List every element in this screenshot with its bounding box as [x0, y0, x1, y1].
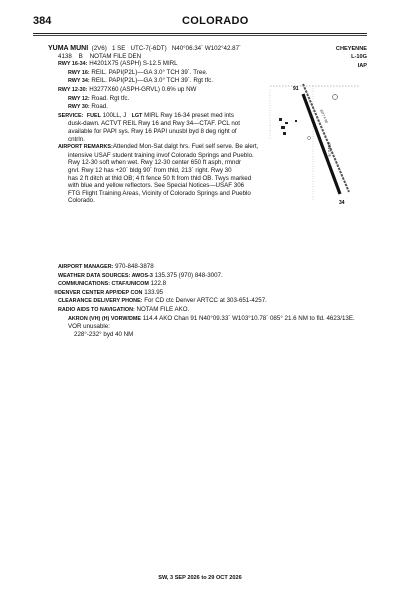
navaid-sub: 228°-232° byd 40 NM: [74, 330, 134, 338]
remarks-text: Rwy 12-30 soft when wet. Rwy 12-30 center 650 ft asph, rmndr: [68, 159, 241, 167]
detail-text: 135.375 (970) 848-3007.: [154, 271, 223, 279]
lgt-value: MIRL Rwy 16-34 preset med ints: [144, 111, 234, 119]
runway-line: [48, 77, 263, 86]
wind-cone-icon: [308, 137, 311, 140]
detail-text: 133.95: [144, 288, 164, 296]
service-text: available for PAPI sys. Rwy 16 PAPI unusbl byd 8 deg right of: [68, 127, 237, 135]
airport-diagram: [265, 80, 365, 255]
runway-label: RWY 34:: [68, 78, 90, 85]
remarks-text: FTG Flight Training Areas, Vicinity of Colorado Springs and Pueblo: [68, 189, 251, 197]
detail-label: COMMUNICATIONS: CTAF/UNICOM: [58, 281, 149, 288]
airport-coords: N40°06.34´ W102°42.87´: [171, 45, 242, 52]
runway-label: RWY 12:: [68, 95, 90, 102]
region-label: CHEYENNE: [335, 46, 367, 52]
runway-end-91: 91: [293, 86, 299, 92]
remarks-text: has 2 ft ditch at thld OB; 4 ft fence 50 ft from thld OB. Twys marked: [68, 174, 252, 182]
detail-label: RADIO AIDS TO NAVIGATION:: [58, 306, 135, 313]
detail-label: CLEARANCE DELIVERY PHONE:: [58, 298, 143, 305]
remarks-first: Attended Mon-Sat dalgt hrs. Fuel self serve. Be alert,: [112, 143, 259, 151]
navaid-text: 114.4 AKO Chan 91 N40°09.33´ W103°10.78´ 085° 21.6 NM to fld. 4623/13E.: [142, 314, 355, 322]
airport-title-line: [48, 45, 263, 53]
runway-label: RWY 30:: [68, 104, 90, 111]
detail-text: NOTAM FILE AKO.: [136, 305, 190, 313]
detail-label: WEATHER DATA SOURCES: AWOS-3: [58, 272, 153, 279]
detail-text: 970-848-3878: [115, 263, 154, 270]
runway-text: H4201X75 (ASPH) S-12.5 MIRL: [89, 60, 178, 68]
remarks-line: [48, 143, 263, 152]
service-label: SERVICE:: [58, 112, 84, 119]
detail-line: [48, 297, 368, 306]
navaid-label: AKRON (VH) (H) VORW/DME: [68, 315, 141, 322]
state-title: COLORADO: [182, 15, 249, 27]
details-block: [48, 263, 368, 338]
building-icon: [283, 132, 286, 135]
service-text: cntrln.: [68, 135, 85, 143]
airport-elev-line: [48, 53, 263, 61]
runway-1230-dims: 3277 X 60: [319, 108, 329, 124]
airport-entry: [48, 45, 263, 205]
detail-line: [48, 263, 368, 272]
runway-line: [48, 95, 263, 104]
remarks-text: with blue and yellow reflectors. See Special Notices—USAF 306: [68, 182, 245, 190]
detail-line: [48, 280, 368, 289]
header-rule-thin: [33, 35, 367, 36]
runway-text: REIL. PAPI(P2L)—GA 3.0° TCH 39´. Tree.: [91, 68, 208, 76]
fuel-value: 100LL, J: [102, 111, 127, 119]
airport-id: (2V6): [91, 45, 107, 52]
runway-text: REIL. PAPI(P2L)—GA 3.0° TCH 39´. Rgt tfc.: [91, 77, 213, 85]
header-rule: [33, 33, 367, 34]
runway-text: H3277X60 (ASPH-GRVL) 0.6% up NW: [89, 85, 197, 93]
service-line: [48, 112, 263, 121]
right-column: [336, 45, 367, 70]
building-icon: [279, 118, 282, 121]
runway-1634-dims: 4201 X 75: [327, 142, 331, 157]
detail-label: AIRPORT MANAGER:: [58, 264, 114, 270]
runway-label: RWY 16:: [68, 69, 90, 76]
airport-fuel-code: B: [78, 52, 83, 60]
footer-effective-dates: SW, 3 SEP 2026 to 29 OCT 2026: [158, 575, 242, 581]
airport-distance: 1 SE: [111, 45, 126, 52]
airport-name: YUMA MUNI: [48, 45, 89, 52]
runway-text: Road.: [91, 103, 108, 111]
runway-line: [48, 60, 263, 69]
procedure-label: IAP: [357, 62, 367, 69]
runway-text: Road. Rgt tfc.: [91, 94, 130, 102]
detail-line: [48, 289, 368, 298]
chart-label: L-10G: [351, 54, 367, 61]
page-number: 384: [33, 15, 52, 27]
runway-label: RWY 16-34:: [58, 61, 88, 68]
building-icon: [281, 126, 285, 129]
airport-utc: UTC-7(-6DT): [130, 45, 167, 52]
runway-line: [48, 69, 263, 78]
detail-text: For CD ctc Denver ARTCC at 303-651-4257.: [144, 297, 267, 305]
beacon-icon: [333, 95, 338, 100]
runway-line: [48, 86, 263, 95]
runway-label: RWY 12-30:: [58, 86, 88, 93]
remarks-text: Colorado.: [68, 197, 95, 205]
airport-elevation: 4138: [58, 52, 72, 60]
detail-line: [48, 306, 368, 315]
navaid-line: [48, 315, 368, 324]
runway-end-34: 34: [339, 200, 345, 206]
building-icon: [285, 122, 288, 124]
navaid-sub: VOR unusable:: [68, 323, 110, 331]
runway-12-30: [303, 84, 349, 192]
detail-line: [48, 272, 368, 281]
airport-notam: NOTAM FILE DEN: [89, 52, 142, 60]
building-icon: [295, 120, 297, 122]
remarks-label: AIRPORT REMARKS:: [58, 144, 113, 151]
remarks-text: intensive USAF student training invof Colorado Springs and Pueblo.: [68, 151, 254, 159]
detail-label: ®DENVER CENTER APP/DEP CON: [54, 289, 143, 296]
runway-line: [48, 103, 263, 112]
service-text: dusk-dawn. ACTVT REIL Rwy 16 and Rwy 34—CTAF. PCL not: [68, 120, 240, 128]
fuel-label: FUEL: [86, 112, 101, 119]
detail-text: 122.8: [150, 280, 167, 288]
lgt-label: LGT: [131, 112, 143, 119]
remarks-text: grvl. Rwy 12 has +20´ bldg 90´ from thld, 213´ right. Rwy 30: [68, 166, 232, 174]
